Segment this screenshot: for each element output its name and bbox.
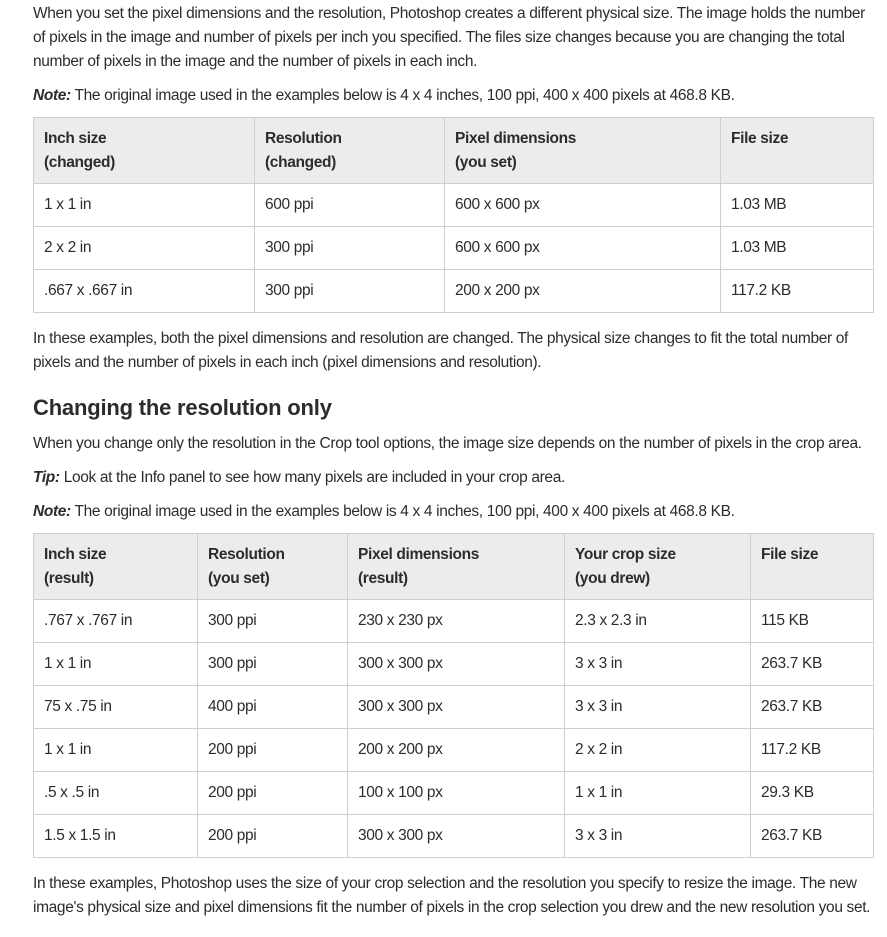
table-cell: 1.5 x 1.5 in bbox=[34, 815, 198, 858]
table-cell: 100 x 100 px bbox=[348, 772, 565, 815]
table-cell: 115 KB bbox=[751, 600, 874, 643]
table-cell: 117.2 KB bbox=[721, 270, 874, 313]
note-label: Note: bbox=[33, 87, 71, 104]
intro-paragraph: When you set the pixel dimensions and the resolution, Photoshop creates a different physical size. The image holds the number of pixels in the image and number of pixels per inch you specified. The files size changes because you are changing the total number of pixels in the image and the number of pixels in each inch. bbox=[33, 5, 865, 70]
column-header: Your crop size (you drew) bbox=[565, 534, 751, 600]
table-cell: 300 ppi bbox=[198, 643, 348, 686]
table-cell: 75 x .75 in bbox=[34, 686, 198, 729]
table-row bbox=[34, 227, 874, 270]
column-header: File size bbox=[721, 118, 874, 184]
column-header: Resolution (changed) bbox=[255, 118, 445, 184]
table-row bbox=[34, 270, 874, 313]
table-cell: 3 x 3 in bbox=[565, 815, 751, 858]
table-cell: 29.3 KB bbox=[751, 772, 874, 815]
table-header-row bbox=[34, 534, 874, 600]
table-cell: .5 x .5 in bbox=[34, 772, 198, 815]
note-text: The original image used in the examples below is 4 x 4 inches, 100 ppi, 400 x 400 pixels at 468.8 KB. bbox=[70, 87, 735, 104]
table-cell: 1 x 1 in bbox=[34, 643, 198, 686]
table-cell: 2 x 2 in bbox=[34, 227, 255, 270]
changed-size-table bbox=[33, 117, 874, 313]
table-cell: 600 x 600 px bbox=[445, 227, 721, 270]
column-header: Pixel dimensions (result) bbox=[348, 534, 565, 600]
tip-label: Tip: bbox=[33, 469, 60, 486]
table-cell: 300 ppi bbox=[198, 600, 348, 643]
table-row bbox=[34, 184, 874, 227]
table-cell: 117.2 KB bbox=[751, 729, 874, 772]
note-text: The original image used in the examples below is 4 x 4 inches, 100 ppi, 400 x 400 pixels at 468.8 KB. bbox=[70, 503, 735, 520]
table-cell: .767 x .767 in bbox=[34, 600, 198, 643]
closing-paragraph: In these examples, Photoshop uses the size of your crop selection and the resolution you specify to resize the image. The new image's physical size and pixel dimensions fit the number of pixels in the crop selection you drew and the new resolution you set. bbox=[33, 875, 871, 916]
table-cell: 400 ppi bbox=[198, 686, 348, 729]
table-row bbox=[34, 643, 874, 686]
table-cell: 600 ppi bbox=[255, 184, 445, 227]
table-cell: 300 ppi bbox=[255, 227, 445, 270]
column-header: Pixel dimensions (you set) bbox=[445, 118, 721, 184]
table-cell: 263.7 KB bbox=[751, 643, 874, 686]
table-cell: 3 x 3 in bbox=[565, 686, 751, 729]
table-cell: 1.03 MB bbox=[721, 184, 874, 227]
table-cell: .667 x .667 in bbox=[34, 270, 255, 313]
table-cell: 200 ppi bbox=[198, 729, 348, 772]
table-row bbox=[34, 600, 874, 643]
table-row bbox=[34, 729, 874, 772]
table-cell: 1 x 1 in bbox=[34, 184, 255, 227]
table-cell: 600 x 600 px bbox=[445, 184, 721, 227]
table-cell: 1 x 1 in bbox=[565, 772, 751, 815]
note-label: Note: bbox=[33, 503, 71, 520]
table-cell: 263.7 KB bbox=[751, 815, 874, 858]
table-cell: 1.03 MB bbox=[721, 227, 874, 270]
table-summary-paragraph: In these examples, both the pixel dimensions and resolution are changed. The physical size changes to fit the total number of pixels and the number of pixels in each inch (pixel dimensions and resolution). bbox=[33, 330, 849, 371]
table-cell: 1 x 1 in bbox=[34, 729, 198, 772]
table-header-row bbox=[34, 118, 874, 184]
table-cell: 2.3 x 2.3 in bbox=[565, 600, 751, 643]
table-cell: 300 ppi bbox=[255, 270, 445, 313]
table-cell: 300 x 300 px bbox=[348, 815, 565, 858]
table-row bbox=[34, 686, 874, 729]
table-cell: 3 x 3 in bbox=[565, 643, 751, 686]
table-cell: 200 x 200 px bbox=[445, 270, 721, 313]
table-cell: 200 ppi bbox=[198, 815, 348, 858]
column-header: Resolution (you set) bbox=[198, 534, 348, 600]
column-header: File size bbox=[751, 534, 874, 600]
section-intro-paragraph: When you change only the resolution in the Crop tool options, the image size depends on the number of pixels in the crop area. bbox=[33, 435, 862, 452]
table-cell: 200 x 200 px bbox=[348, 729, 565, 772]
table-row bbox=[34, 815, 874, 858]
table-cell: 230 x 230 px bbox=[348, 600, 565, 643]
table-cell: 200 ppi bbox=[198, 772, 348, 815]
table-row bbox=[34, 772, 874, 815]
table-cell: 263.7 KB bbox=[751, 686, 874, 729]
tip-paragraph bbox=[33, 466, 873, 490]
column-header: Inch size (result) bbox=[34, 534, 198, 600]
section-heading: Changing the resolution only bbox=[33, 395, 332, 420]
table-cell: 300 x 300 px bbox=[348, 643, 565, 686]
column-header: Inch size (changed) bbox=[34, 118, 255, 184]
note-paragraph bbox=[33, 84, 873, 108]
note-paragraph bbox=[33, 500, 873, 524]
table-cell: 2 x 2 in bbox=[565, 729, 751, 772]
resolution-only-table bbox=[33, 533, 874, 858]
tip-text: Look at the Info panel to see how many pixels are included in your crop area. bbox=[59, 469, 565, 486]
table-cell: 300 x 300 px bbox=[348, 686, 565, 729]
